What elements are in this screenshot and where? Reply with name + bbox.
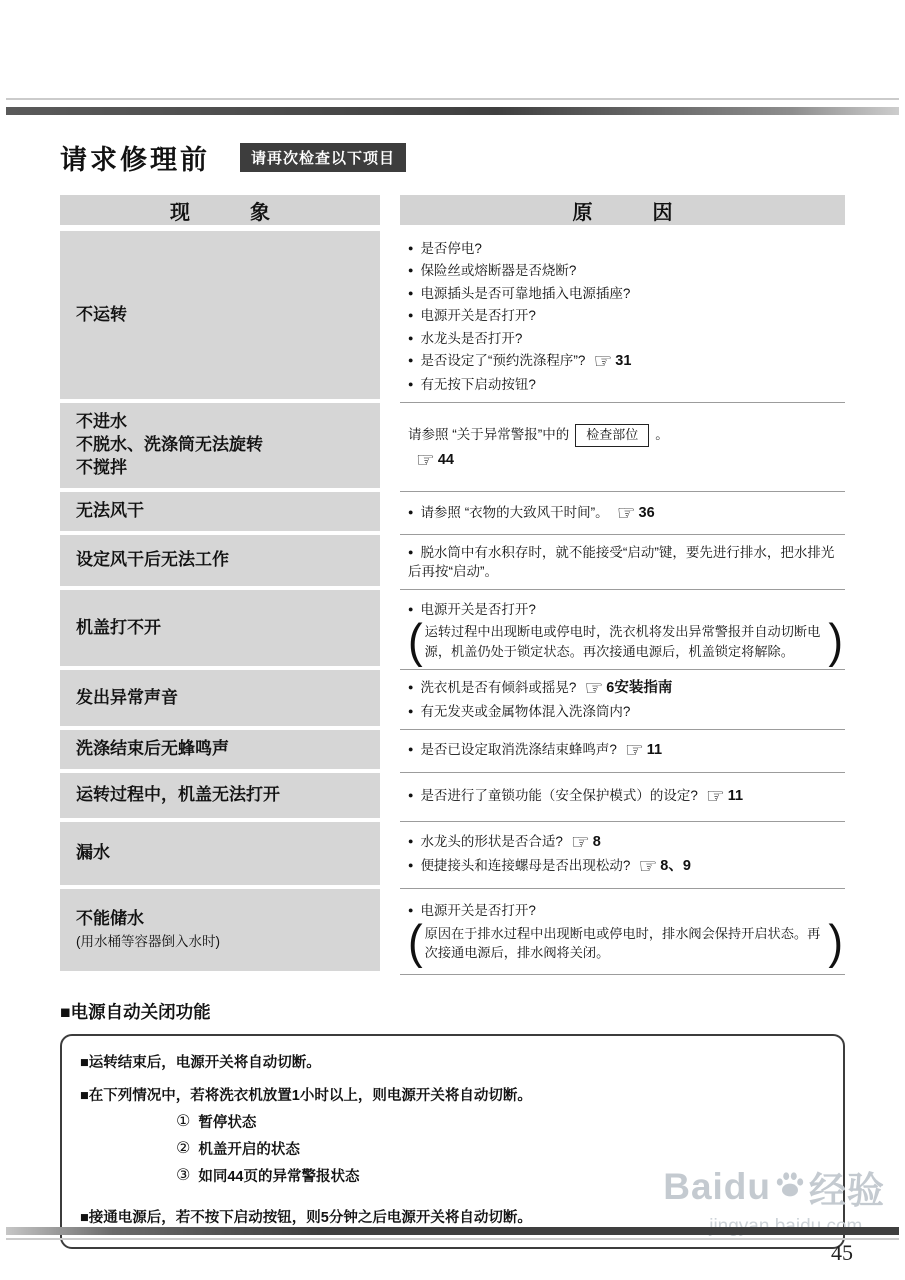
table-row bbox=[60, 730, 845, 773]
symptom-cell bbox=[60, 403, 380, 492]
cause-text: 请参照 “衣物的大致风干时间”。 bbox=[420, 504, 609, 520]
auto-off-item-text: ■在下列情况中，若将洗衣机放置1小时以上，则电源开关将自动切断。 bbox=[80, 1087, 532, 1104]
page-ref-number: 31 bbox=[615, 353, 632, 370]
top-bar bbox=[6, 107, 899, 115]
page-reference bbox=[706, 786, 743, 807]
table-row bbox=[60, 773, 845, 822]
bottom-bar bbox=[6, 1227, 899, 1235]
bullet-icon: ● bbox=[408, 905, 414, 916]
page-ref-number: 8 bbox=[592, 834, 601, 851]
note-text: 原因在于排水过程中出现断电或停电时，排水阀会保持开启状态。再次接通电源后，排水阀将关闭。 bbox=[424, 925, 821, 961]
cause-cell bbox=[400, 730, 845, 773]
jingyan-logo-text: 经验 bbox=[809, 1170, 885, 1211]
symptom-text: 不脱水、洗涤筒无法旋转 bbox=[76, 435, 263, 455]
cause-line bbox=[408, 543, 843, 582]
page-title: 请求修理前 bbox=[60, 145, 210, 175]
table-row bbox=[60, 231, 845, 403]
bullet-icon: ● bbox=[408, 265, 414, 276]
symptom-cell bbox=[60, 590, 380, 670]
symptom-cell bbox=[60, 822, 380, 889]
cause-text: 水龙头的形状是否合适? bbox=[420, 834, 563, 850]
cause-line bbox=[408, 424, 843, 447]
parenthetical-note bbox=[408, 916, 843, 970]
hand-pointer-icon: ☞ bbox=[416, 448, 435, 472]
hand-pointer-icon: ☞ bbox=[616, 501, 636, 525]
cause-cell bbox=[400, 492, 845, 535]
table-row bbox=[60, 670, 845, 730]
page-ref-number: 11 bbox=[727, 788, 744, 805]
symptom-cell bbox=[60, 889, 380, 975]
bullet-icon: ● bbox=[408, 705, 414, 716]
auto-off-subitem bbox=[176, 1138, 825, 1159]
symptom-cell bbox=[60, 535, 380, 590]
symptom-cell bbox=[60, 670, 380, 730]
symptom-text: (用水桶等容器倒入水时) bbox=[76, 934, 220, 950]
bullet-icon: ● bbox=[408, 744, 414, 755]
symptom-cell bbox=[60, 492, 380, 535]
cause-text: 电源开关是否打开? bbox=[420, 308, 536, 324]
symptom-text: 运转过程中，机盖无法打开 bbox=[76, 784, 280, 804]
page-number: 45 bbox=[831, 1240, 853, 1265]
cause-line bbox=[408, 702, 843, 722]
bullet-icon: ● bbox=[408, 790, 414, 801]
page-ref-number: 8、9 bbox=[660, 858, 691, 875]
cause-cell bbox=[400, 889, 845, 975]
auto-off-item-text: ■接通电源后，若不按下启动按钮，则5分钟之后电源开关将自动切断。 bbox=[80, 1209, 532, 1226]
auto-off-subitem bbox=[176, 1111, 825, 1132]
table-header-row bbox=[60, 195, 845, 225]
cause-cell bbox=[400, 231, 845, 403]
paw-icon bbox=[775, 1166, 805, 1208]
cause-text: 是否已设定取消洗涤结束蜂鸣声? bbox=[420, 742, 617, 758]
bullet-icon: ● bbox=[408, 287, 414, 298]
cause-line bbox=[408, 450, 843, 471]
cause-text: 保险丝或熔断器是否烧断? bbox=[420, 263, 577, 279]
baidu-logo-text: Baidu bbox=[663, 1166, 771, 1207]
cause-text: 是否设定了“预约洗涤程序”? bbox=[420, 353, 586, 369]
symptom-cell bbox=[60, 773, 380, 822]
cause-line bbox=[408, 600, 843, 620]
cause-cell bbox=[400, 822, 845, 889]
cause-line bbox=[408, 375, 843, 395]
note-text: 运转过程中出现断电或停电时，洗衣机将发出异常警报并自动切断电源，机盖仍处于锁定状态。再次接通电源后，机盖锁定将解除。 bbox=[424, 624, 821, 659]
table-row bbox=[60, 492, 845, 535]
cause-cell bbox=[400, 403, 845, 492]
auto-off-item bbox=[80, 1051, 825, 1072]
cause-text: 是否停电? bbox=[420, 240, 482, 256]
cause-line bbox=[408, 239, 843, 259]
symptom-text: 不搅拌 bbox=[76, 458, 127, 478]
check-location-box: 检查部位 bbox=[575, 424, 649, 447]
cause-line bbox=[408, 901, 843, 921]
table-row bbox=[60, 822, 845, 889]
symptom-cell bbox=[60, 231, 380, 403]
cause-line bbox=[408, 832, 843, 853]
cause-text: 电源开关是否打开? bbox=[420, 903, 536, 919]
hand-pointer-icon: ☞ bbox=[570, 831, 590, 855]
cause-line bbox=[408, 351, 843, 372]
symptom-text: 设定风干后无法工作 bbox=[76, 550, 229, 570]
auto-off-item-text: ■运转结束后，电源开关将自动切断。 bbox=[80, 1054, 321, 1071]
cause-line bbox=[408, 740, 843, 761]
cause-line bbox=[408, 678, 843, 699]
page-ref-number: 36 bbox=[638, 504, 655, 521]
cause-column-header: 原 因 bbox=[400, 195, 845, 225]
hand-pointer-icon: ☞ bbox=[593, 350, 613, 374]
parenthetical-note bbox=[408, 614, 843, 668]
page-ref-number: 11 bbox=[646, 742, 663, 759]
page-reference bbox=[584, 678, 672, 699]
page-content bbox=[60, 138, 845, 1249]
hand-pointer-icon: ☞ bbox=[638, 855, 658, 879]
cause-text: 水龙头是否打开? bbox=[420, 330, 523, 346]
circled-number-icon: ③ bbox=[176, 1167, 191, 1185]
page-reference bbox=[617, 503, 655, 524]
page-reference bbox=[571, 832, 601, 853]
symptom-text: 发出异常声音 bbox=[76, 687, 178, 707]
cause-text: 电源插头是否可靠地插入电源插座? bbox=[420, 285, 631, 301]
auto-off-subitem-text: 机盖开启的状态 bbox=[198, 1141, 300, 1158]
bullet-icon: ● bbox=[408, 681, 414, 692]
bullet-icon: ● bbox=[408, 379, 414, 390]
page-ref-number: 44 bbox=[437, 451, 454, 468]
page-reference bbox=[625, 740, 662, 761]
cause-text: 请参照 “关于异常警报”中的 bbox=[408, 426, 570, 442]
cause-text: 。 bbox=[655, 426, 669, 442]
auto-off-subitem-text: 如同44页的异常警报状态 bbox=[198, 1168, 360, 1185]
symptom-text: 漏水 bbox=[76, 842, 110, 862]
page-reference bbox=[593, 351, 631, 372]
cause-cell bbox=[400, 535, 845, 590]
hand-pointer-icon: ☞ bbox=[705, 785, 725, 809]
cause-line bbox=[408, 856, 843, 877]
title-row bbox=[60, 138, 845, 177]
close-paren-glyph: ) bbox=[828, 916, 843, 970]
cause-cell bbox=[400, 670, 845, 730]
symptom-cell bbox=[60, 730, 380, 773]
troubleshooting-table bbox=[60, 231, 845, 975]
page-ref-number: 6安装指南 bbox=[606, 679, 673, 696]
cause-text: 有无按下启动按钮? bbox=[420, 377, 536, 393]
symptom-text: 机盖打不开 bbox=[76, 617, 161, 637]
auto-off-heading: ■电源自动关闭功能 bbox=[60, 1001, 211, 1022]
table-row bbox=[60, 535, 845, 590]
symptom-text: 无法风干 bbox=[76, 501, 144, 521]
cause-text: 脱水筒中有水积存时，就不能接受“启动”键，要先进行排水，把水排光后再按“启动”。 bbox=[408, 544, 835, 580]
top-rule bbox=[6, 98, 899, 100]
auto-off-subitem-text: 暂停状态 bbox=[198, 1114, 257, 1131]
cause-text: 电源开关是否打开? bbox=[420, 601, 536, 617]
cause-text: 洗衣机是否有倾斜或摇晃? bbox=[420, 679, 577, 695]
cause-line bbox=[408, 329, 843, 349]
bullet-icon: ● bbox=[408, 603, 414, 614]
bullet-icon: ● bbox=[408, 546, 414, 557]
open-paren-glyph: ( bbox=[408, 916, 423, 970]
bullet-icon: ● bbox=[408, 860, 414, 871]
symptom-text: 不运转 bbox=[76, 304, 127, 324]
cause-text: 便捷接头和连接螺母是否出现松动? bbox=[420, 858, 631, 874]
bullet-icon: ● bbox=[408, 836, 414, 847]
symptom-text: 不进水 bbox=[76, 412, 127, 432]
symptom-column-header: 现 象 bbox=[60, 195, 380, 225]
circled-number-icon: ② bbox=[176, 1140, 191, 1158]
hand-pointer-icon: ☞ bbox=[624, 739, 644, 763]
open-paren-glyph: ( bbox=[408, 614, 423, 668]
baidu-jingyan-logo bbox=[663, 1160, 885, 1214]
cause-line bbox=[408, 503, 843, 524]
cause-line bbox=[408, 786, 843, 807]
symptom-text: 不能储水 bbox=[76, 909, 144, 929]
page-reference bbox=[638, 856, 690, 877]
circled-number-icon: ① bbox=[176, 1113, 191, 1131]
bullet-icon: ● bbox=[408, 506, 414, 517]
bullet-icon: ● bbox=[408, 242, 414, 253]
check-again-badge: 请再次检查以下项目 bbox=[240, 143, 406, 172]
cause-text: 是否进行了童锁功能（安全保护模式）的设定? bbox=[420, 788, 698, 804]
bullet-icon: ● bbox=[408, 332, 414, 343]
bottom-rule bbox=[6, 1238, 899, 1240]
bullet-icon: ● bbox=[408, 355, 414, 366]
table-row bbox=[60, 590, 845, 670]
table-row bbox=[60, 889, 845, 975]
table-row bbox=[60, 403, 845, 492]
page-reference bbox=[416, 450, 454, 471]
cause-line bbox=[408, 261, 843, 281]
cause-cell bbox=[400, 590, 845, 670]
cause-cell bbox=[400, 773, 845, 822]
hand-pointer-icon: ☞ bbox=[584, 676, 604, 700]
symptom-text: 洗涤结束后无蜂鸣声 bbox=[76, 738, 229, 758]
cause-line bbox=[408, 284, 843, 304]
bullet-icon: ● bbox=[408, 310, 414, 321]
cause-text: 有无发夹或金属物体混入洗涤筒内? bbox=[420, 703, 631, 719]
cause-line bbox=[408, 306, 843, 326]
close-paren-glyph: ) bbox=[828, 614, 843, 668]
